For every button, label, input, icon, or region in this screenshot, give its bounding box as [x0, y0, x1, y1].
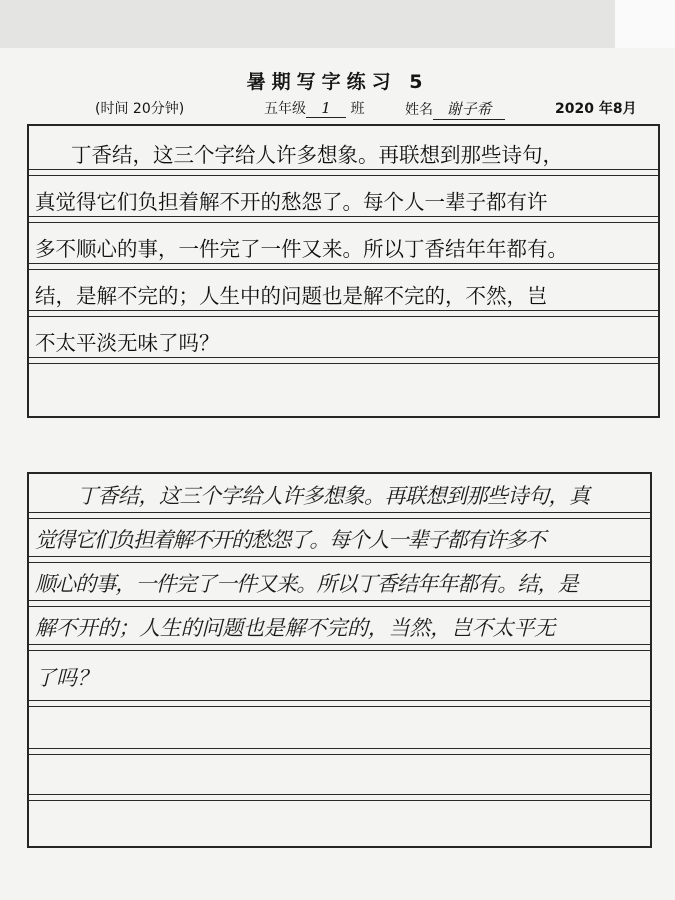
- class-label: 班: [350, 101, 365, 117]
- handwritten-line: 解不开的；人生的问题也是解不完的，当然，岂不太平无: [35, 616, 555, 640]
- printed-line: 不太平淡无味了吗？: [35, 331, 220, 355]
- handwritten-line: 顺心的事，一件完了一件又来。所以丁香结年年都有。结，是: [35, 572, 578, 596]
- name-label: 姓名: [405, 102, 433, 118]
- class-number: 1: [306, 99, 346, 118]
- time-limit: (时间 20分钟): [95, 101, 185, 117]
- handwriting-box: [27, 472, 652, 848]
- grade-class: [264, 98, 364, 118]
- name-value: 谢子希: [433, 98, 505, 120]
- printed-line: 真觉得它们负担着解不开的愁怨了。每个人一辈子都有许: [35, 190, 548, 214]
- grade-label: 五年级: [264, 101, 306, 117]
- worksheet-title: 暑期写字练习 5: [246, 71, 429, 93]
- handwritten-line: 丁香结，这三个字给人许多想象。再联想到那些诗句，真: [77, 484, 590, 508]
- printed-line: 结，是解不完的；人生中的问题也是解不完的，不然，岂: [35, 284, 548, 308]
- model-text-box: [27, 124, 660, 418]
- printed-line: 丁香结，这三个字给人许多想象。再联想到那些诗句，: [71, 143, 563, 167]
- printed-line: 多不顺心的事，一件完了一件又来。所以丁香结年年都有。: [35, 237, 568, 261]
- background-corner: [615, 0, 675, 48]
- handwritten-line: 了吗？: [35, 666, 98, 690]
- handwritten-line: 觉得它们负担着解不开的愁怨了。每个人一辈子都有许多不: [35, 528, 545, 552]
- date: 2020 年8月: [555, 101, 637, 117]
- student-name: [405, 98, 505, 120]
